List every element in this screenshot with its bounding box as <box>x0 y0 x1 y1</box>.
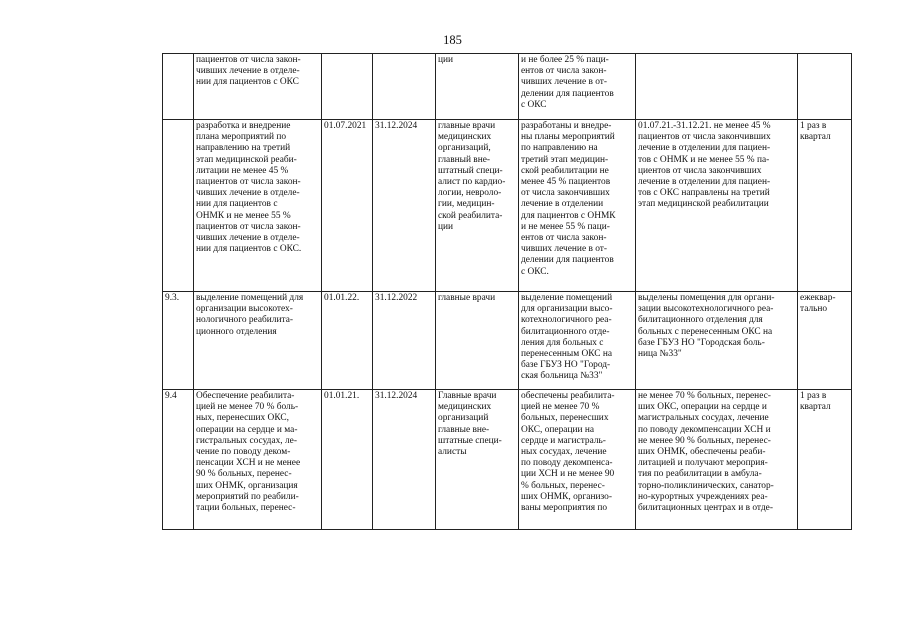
cell-result: и не более 25 % паци- ентов от числа закон- чивших лечение в от- делении для пациентов с ОКС <box>519 54 636 120</box>
cell-responsible: Главные врачи медицинских организаций главные вне- штатные специ- алисты <box>436 390 519 530</box>
page-number: 185 <box>443 33 462 47</box>
cell-activity: выделение помещений для организации высокотех- нологичного реабилита- ционного отделения <box>194 292 322 390</box>
cell-start-date: 01.07.2021 <box>322 120 373 292</box>
cell-end-date: 31.12.2022 <box>373 292 436 390</box>
table-row <box>163 292 852 390</box>
cell-result: выделение помещений для организации высо- котехнологичного реа- билитационного отде- ления для больных с перенесенным ОКС на базе ГБУЗ НО "Город- ская больница №33" <box>519 292 636 390</box>
table-row <box>163 120 852 292</box>
cell-number: 9.3. <box>163 292 194 390</box>
cell-result: обеспечены реабилита- цией не менее 70 % больных, перенесших ОКС, операции на сердце и магистраль- ных сосудах, лечение по поводу декомпенса- ции ХСН и не менее 90 % больных, перенес- ших ОНМК, организо- ваны мероприятия по <box>519 390 636 530</box>
cell-start-date: 01.01.22. <box>322 292 373 390</box>
cell-responsible: главные врачи медицинских организаций, главный вне- штатный специ- алист по кардио- логии, невроло- гии, медицин- ской реабилита- ции <box>436 120 519 292</box>
measures-table <box>162 53 852 530</box>
cell-end-date: 31.12.2024 <box>373 120 436 292</box>
cell-number: 9.4 <box>163 390 194 530</box>
cell-responsible: главные врачи <box>436 292 519 390</box>
cell-number <box>163 120 194 292</box>
cell-frequency: 1 раз в квартал <box>798 390 852 530</box>
cell-activity: пациентов от числа закон- чивших лечение в отделе- нии для пациентов с ОКС <box>194 54 322 120</box>
cell-start-date <box>322 54 373 120</box>
cell-number <box>163 54 194 120</box>
cell-activity: разработка и внедрение плана мероприятий по направлению на третий этап медицинской реаби- литации не менее 45 % пациентов от числа закон- чивших лечение в отделе- нии для пациентов с ОНМК и не менее 55 % пациентов от числа закон- чивших лечение в отделе- нии для пациентов с ОКС. <box>194 120 322 292</box>
cell-frequency: ежеквар- тально <box>798 292 852 390</box>
cell-result: разработаны и внедре- ны планы мероприятий по направлению на третий этап медицин- ской реабилитации не менее 45 % пациентов от числа закончивших лечение в отделении для пациентов с ОНМК и не менее 55 % паци- ентов от числа закон- чивших лечение в от- делении для пациентов с ОКС. <box>519 120 636 292</box>
cell-indicator: 01.07.21.-31.12.21. не менее 45 % пациентов от числа закончивших лечение в отделении для пациен- тов с ОНМК и не менее 55 % па- циентов от числа закончивших лечение в отделении для пациен- тов с ОКС направлены на третий этап медицинской реабилитации <box>636 120 798 292</box>
cell-indicator <box>636 54 798 120</box>
cell-frequency: 1 раз в квартал <box>798 120 852 292</box>
cell-indicator: не менее 70 % больных, перенес- ших ОКС, операции на сердце и магистральных сосудах, лечение по поводу декомпенсации ХСН и не менее 90 % больных, перенес- ших ОНМК, обеспечены реаби- литацией и получают мероприя- тия по реабилитации в амбула- торно-поликлинических, санатор- но-курортных учреждениях реа- билитационных центрах и в отде- <box>636 390 798 530</box>
cell-end-date <box>373 54 436 120</box>
cell-activity: Обеспечение реабилита- цией не менее 70 % боль- ных, перенесших ОКС, операции на сердце и ма- гистральных сосудах, ле- чение по поводу деком- пенсации ХСН и не менее 90 % больных, перенес- ших ОНМК, организация мероприятий по реабили- тации больных, перенес- <box>194 390 322 530</box>
cell-start-date: 01.01.21. <box>322 390 373 530</box>
cell-indicator: выделены помещения для органи- зации высокотехнологичного реа- билитационного отделения для больных с перенесенным ОКС на базе ГБУЗ НО "Городская боль- ница №33" <box>636 292 798 390</box>
table-row <box>163 54 852 120</box>
cell-responsible: ции <box>436 54 519 120</box>
cell-frequency <box>798 54 852 120</box>
cell-end-date: 31.12.2024 <box>373 390 436 530</box>
table-row <box>163 390 852 530</box>
